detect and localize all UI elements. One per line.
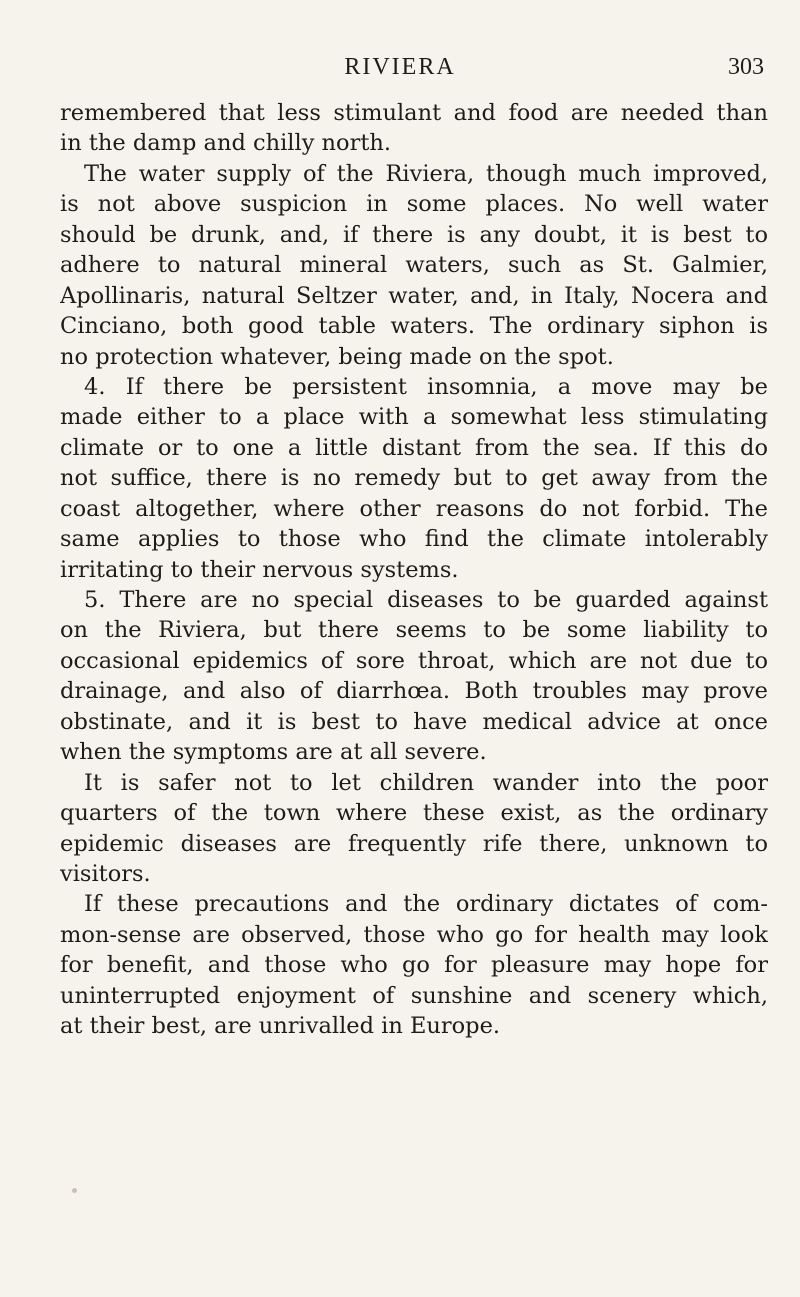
text-line: irritating to their nervous systems. (60, 556, 459, 583)
text-line: on the Riviera, but there seems to be some liability to (60, 617, 768, 644)
text-line: climate or to one a little distant from the sea. If this do (60, 434, 768, 461)
text-line: should be drunk, and, if there is any doubt, it is best to (60, 221, 768, 248)
text-line: Cinciano, both good table waters. The ordinary siphon is (60, 313, 768, 340)
paragraph-start-line: The water supply of the Riviera, though much improved, (84, 160, 768, 187)
text-line: same applies to those who find the climate intolerably (60, 526, 768, 553)
paragraph-start-line: 5. There are no special diseases to be guarded against (84, 587, 768, 613)
text-line: for benefit, and those who go for pleasure may hope for (60, 952, 768, 979)
page-number: 303 (728, 54, 764, 80)
text-line: coast altogether, where other reasons do not forbid. The (60, 495, 768, 522)
paper-speck (72, 1188, 77, 1193)
text-line: not suffice, there is no remedy but to get away from the (60, 465, 768, 492)
paragraph-start-line: If these precautions and the ordinary dictates of com- (84, 891, 768, 918)
text-line: adhere to natural mineral waters, such as St. Galmier, (60, 252, 768, 279)
text-line: at their best, are unrivalled in Europe. (60, 1013, 501, 1040)
running-head (0, 52, 800, 82)
text-line: remembered that less stimulant and food are needed than (60, 100, 768, 126)
body-text (60, 98, 768, 1042)
text-line: when the symptoms are at all severe. (60, 739, 487, 766)
text-line: epidemic diseases are frequently rife there, unknown to (60, 830, 768, 857)
running-title: RIVIERA (344, 54, 456, 80)
text-line: Apollinaris, natural Seltzer water, and, in Italy, Nocera and (60, 282, 768, 309)
text-line: made either to a place with a somewhat less stimulating (60, 404, 768, 431)
text-line: visitors. (60, 860, 151, 887)
text-line: no protection whatever, being made on the spot. (60, 343, 614, 370)
text-line: mon-sense are observed, those who go for health may look (60, 921, 768, 948)
text-line: uninterrupted enjoyment of sunshine and scenery which, (60, 982, 768, 1009)
text-line: in the damp and chilly north. (60, 130, 392, 157)
text-line: quarters of the town where these exist, as the ordinary (60, 800, 768, 827)
paragraph-start-line: 4. If there be persistent insomnia, a move may be (84, 373, 768, 400)
text-line: obstinate, and it is best to have medical advice at once (60, 708, 768, 735)
paragraph-start-line: It is safer not to let children wander into the poor (84, 769, 768, 796)
text-line: is not above suspicion in some places. No well water (60, 191, 768, 218)
text-line: occasional epidemics of sore throat, which are not due to (60, 647, 768, 674)
text-line: drainage, and also of diarrhœa. Both troubles may prove (60, 678, 768, 705)
